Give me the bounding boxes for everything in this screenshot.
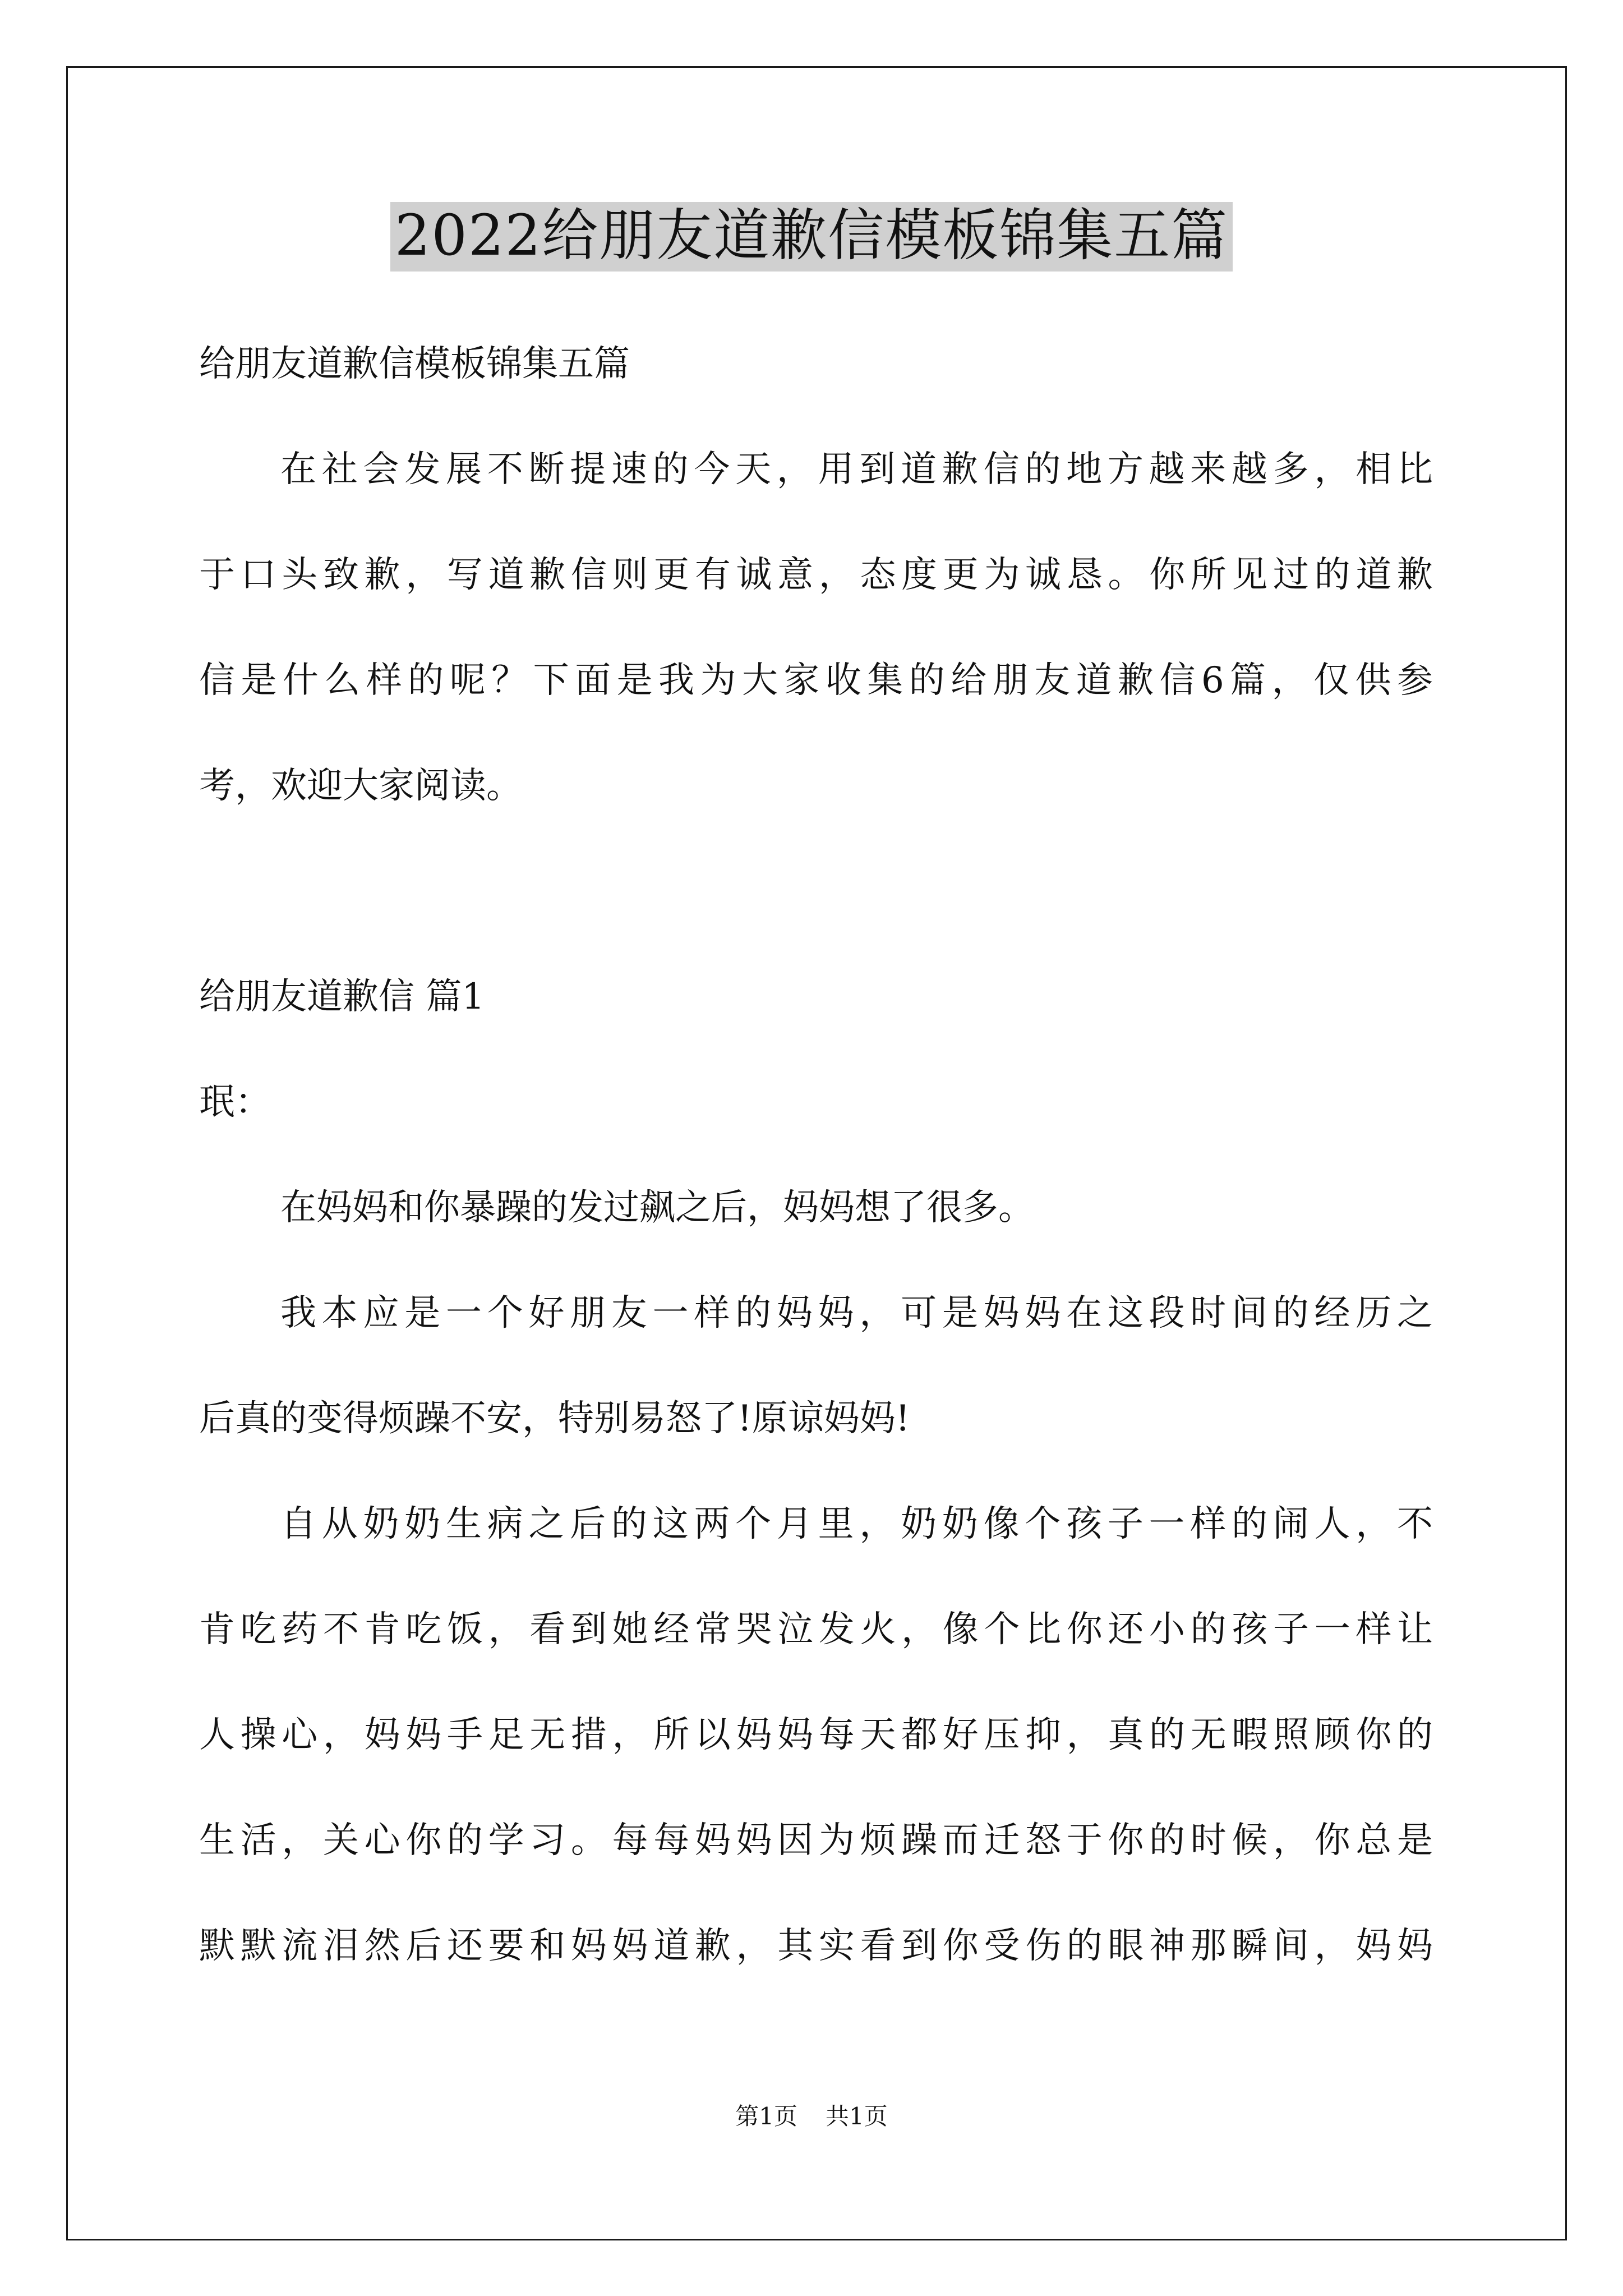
intro-line: 信是什么样的呢？下面是我为大家收集的给朋友道歉信6篇，仅供参 <box>199 660 1433 701</box>
salutation: 珉： <box>199 1082 271 1123</box>
intro-line: 考，欢迎大家阅读。 <box>199 765 522 807</box>
body-line: 我本应是一个好朋友一样的妈妈，可是妈妈在这段时间的经历之 <box>280 1292 1433 1334</box>
paragraph-gap <box>199 839 1433 944</box>
section-heading: 给朋友道歉信 篇1 <box>199 976 485 1018</box>
document-title: 2022给朋友道歉信模板锦集五篇 <box>390 202 1233 272</box>
page-number: 第1页 <box>735 2102 797 2130</box>
body-line: 生活，关心你的学习。每每妈妈因为烦躁而迁怒于你的时候，你总是 <box>199 1820 1433 1861</box>
body-line: 人操心，妈妈手足无措，所以妈妈每天都好压抑，真的无暇照顾你的 <box>199 1714 1433 1756</box>
body-line: 自从奶奶生病之后的这两个月里，奶奶像个孩子一样的闹人，不 <box>280 1503 1433 1545</box>
document-title-block <box>0 202 1623 272</box>
intro-line: 在社会发展不断提速的今天，用到道歉信的地方越来越多，相比 <box>280 449 1433 490</box>
page-total: 共1页 <box>826 2102 888 2130</box>
body-line: 肯吃药不肯吃饭，看到她经常哭泣发火，像个比你还小的孩子一样让 <box>199 1609 1433 1650</box>
document-body <box>199 311 1433 1999</box>
body-line: 默默流泪然后还要和妈妈道歉，其实看到你受伤的眼神那瞬间，妈妈 <box>199 1925 1433 1967</box>
subtitle: 给朋友道歉信模板锦集五篇 <box>199 343 630 385</box>
body-line: 在妈妈和你暴躁的发过飙之后，妈妈想了很多。 <box>280 1187 1034 1228</box>
page-footer <box>0 2098 1623 2132</box>
intro-line: 于口头致歉，写道歉信则更有诚意，态度更为诚恳。你所见过的道歉 <box>199 554 1433 596</box>
body-line: 后真的变得烦躁不安，特别易怒了!原谅妈妈! <box>199 1398 910 1439</box>
